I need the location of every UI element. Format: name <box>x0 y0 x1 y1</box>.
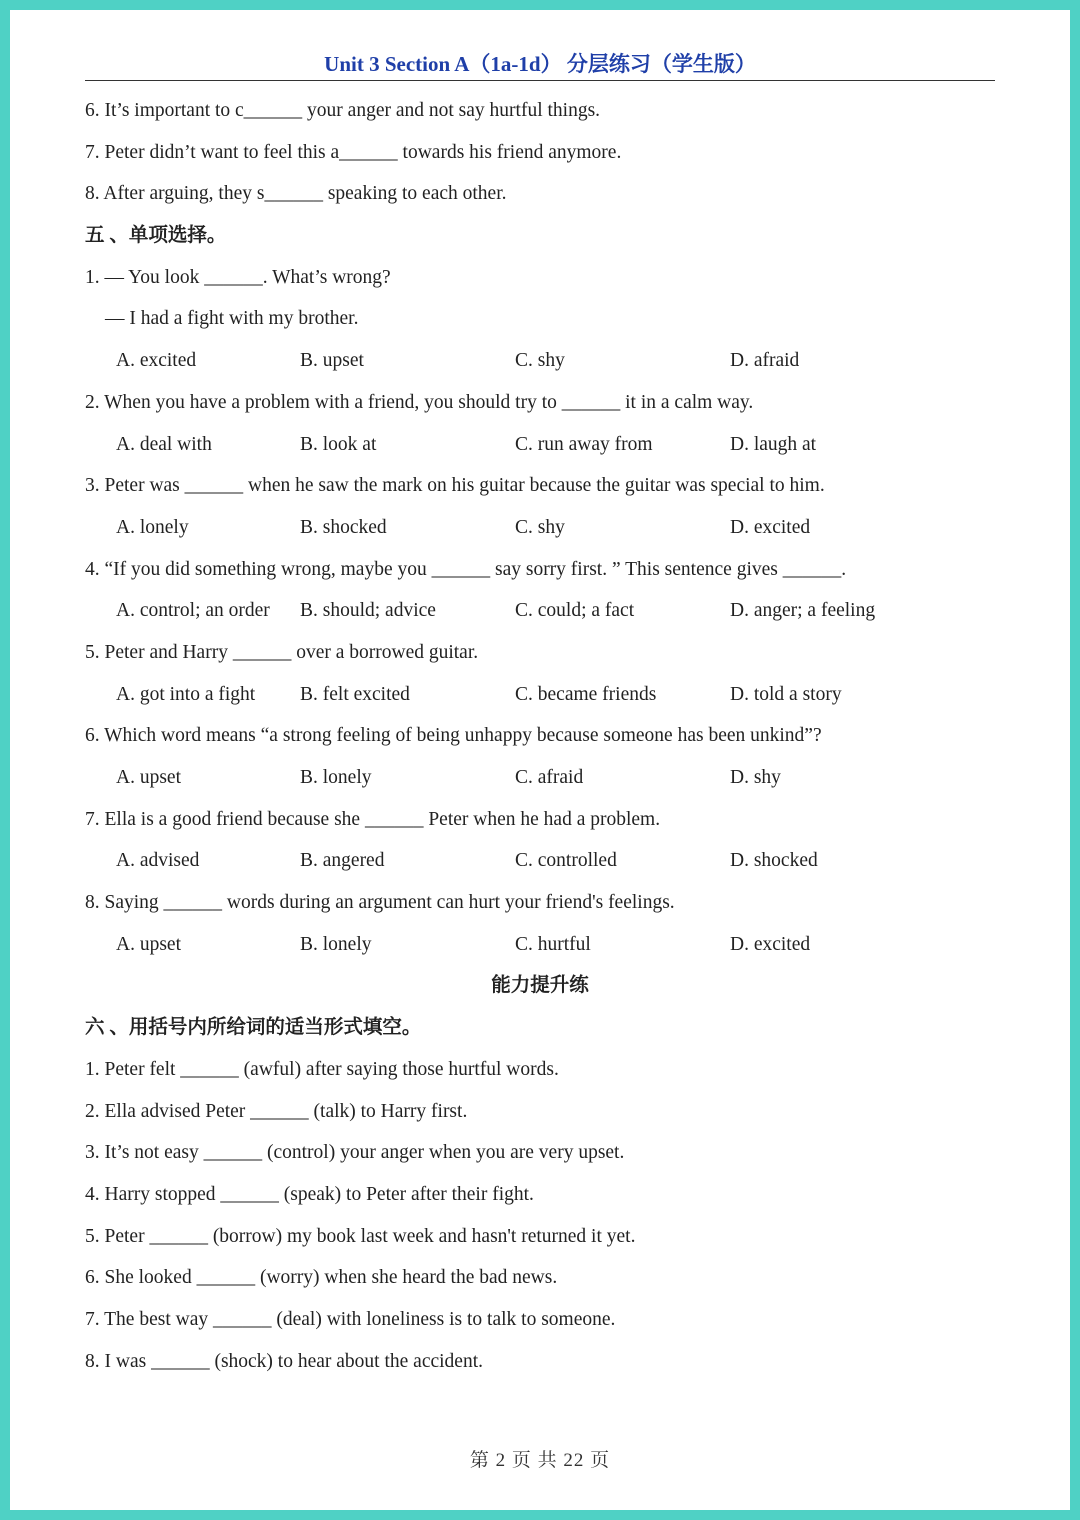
option-b: B. lonely <box>300 767 372 788</box>
option-b: B. upset <box>300 350 364 372</box>
question-stem: 1. — You look ______. What’s wrong? <box>85 266 391 288</box>
question-stem: 4. “If you did something wrong, maybe you ______ say sorry first. ” This sentence gives ______. <box>85 558 847 580</box>
question-stem: 2. When you have a problem with a friend, you should try to ______ it in a calm way. <box>85 391 754 413</box>
option-d: D. told a story <box>730 683 842 705</box>
option-row <box>85 340 995 382</box>
question-stem: 7. Ella is a good friend because she ______ Peter when he had a problem. <box>85 808 661 830</box>
option-c: C. could; a fact <box>515 600 635 622</box>
page-header-title: Unit 3 Section A（1a-1d） 分层练习（学生版） <box>324 52 756 76</box>
header-divider <box>85 80 995 81</box>
fill-item: 1. Peter felt ______ (awful) after saying those hurtful words. <box>85 1058 559 1080</box>
fill-item: 5. Peter ______ (borrow) my book last week and hasn't returned it yet. <box>85 1225 636 1247</box>
fill-item: 8. After arguing, they s______ speaking to each other. <box>85 183 507 205</box>
option-b: B. angered <box>300 850 385 872</box>
question-stem: 6. Which word means “a strong feeling of being unhappy because someone has been unkind”? <box>85 725 822 747</box>
option-b: B. shocked <box>300 516 387 538</box>
worksheet-content <box>85 90 995 1382</box>
dialogue-reply: — I had a fight with my brother. <box>105 308 359 330</box>
option-b: B. look at <box>300 433 377 455</box>
option-a: A. deal with <box>116 433 212 455</box>
option-b: B. should; advice <box>300 600 436 622</box>
option-d: D. anger; a feeling <box>730 600 876 622</box>
fill-item: 6. She looked ______ (worry) when she heard the bad news. <box>85 1267 558 1289</box>
option-c: C. controlled <box>515 850 617 872</box>
option-a: A. control; an order <box>116 600 270 622</box>
question-stem: 5. Peter and Harry ______ over a borrowed guitar. <box>85 641 479 663</box>
option-d: D. laugh at <box>730 433 817 455</box>
option-row <box>85 840 995 882</box>
option-d: D. shy <box>730 767 781 788</box>
question-stem: 3. Peter was ______ when he saw the mark on his guitar because the guitar was special to him. <box>85 475 825 497</box>
fill-item: 8. I was ______ (shock) to hear about the accident. <box>85 1350 483 1372</box>
option-d: D. shocked <box>730 850 818 872</box>
option-d: D. excited <box>730 933 811 955</box>
option-c: C. run away from <box>515 433 653 455</box>
option-c: C. shy <box>515 516 565 538</box>
document-page <box>10 10 1070 1510</box>
section-subtitle: 能力提升练 <box>491 975 589 997</box>
fill-item: 7. Peter didn’t want to feel this a______ towards his friend anymore. <box>85 141 622 163</box>
option-row <box>85 924 995 966</box>
section-heading-word-forms: 六 、用括号内所给词的适当形式填空。 <box>85 1017 422 1039</box>
option-c: C. hurtful <box>515 933 591 955</box>
fill-item: 3. It’s not easy ______ (control) your anger when you are very upset. <box>85 1142 625 1164</box>
section-heading-multiple-choice: 五 、单项选择。 <box>85 225 227 247</box>
option-row <box>85 757 995 799</box>
option-d: D. excited <box>730 516 811 538</box>
option-c: C. became friends <box>515 683 657 705</box>
option-row <box>85 590 995 632</box>
option-a: A. advised <box>116 850 200 872</box>
option-c: C. afraid <box>515 767 584 788</box>
option-row <box>85 674 995 716</box>
option-a: A. lonely <box>116 516 189 538</box>
fill-item: 6. It’s important to c______ your anger and not say hurtful things. <box>85 100 601 121</box>
question-stem: 8. Saying ______ words during an argument can hurt your friend's feelings. <box>85 892 675 914</box>
option-b: B. lonely <box>300 933 372 955</box>
option-b: B. felt excited <box>300 683 410 705</box>
page-number: 第 2 页 共 22 页 <box>469 1450 611 1471</box>
fill-item: 2. Ella advised Peter ______ (talk) to Harry first. <box>85 1100 468 1122</box>
option-a: A. excited <box>116 350 197 372</box>
option-d: D. afraid <box>730 350 800 372</box>
option-a: A. upset <box>116 933 181 955</box>
fill-item: 4. Harry stopped ______ (speak) to Peter after their fight. <box>85 1183 534 1205</box>
option-row <box>85 424 995 466</box>
fill-item: 7. The best way ______ (deal) with loneliness is to talk to someone. <box>85 1308 616 1330</box>
option-c: C. shy <box>515 350 565 372</box>
option-a: A. got into a fight <box>116 683 256 705</box>
option-a: A. upset <box>116 767 181 788</box>
option-row <box>85 507 995 549</box>
